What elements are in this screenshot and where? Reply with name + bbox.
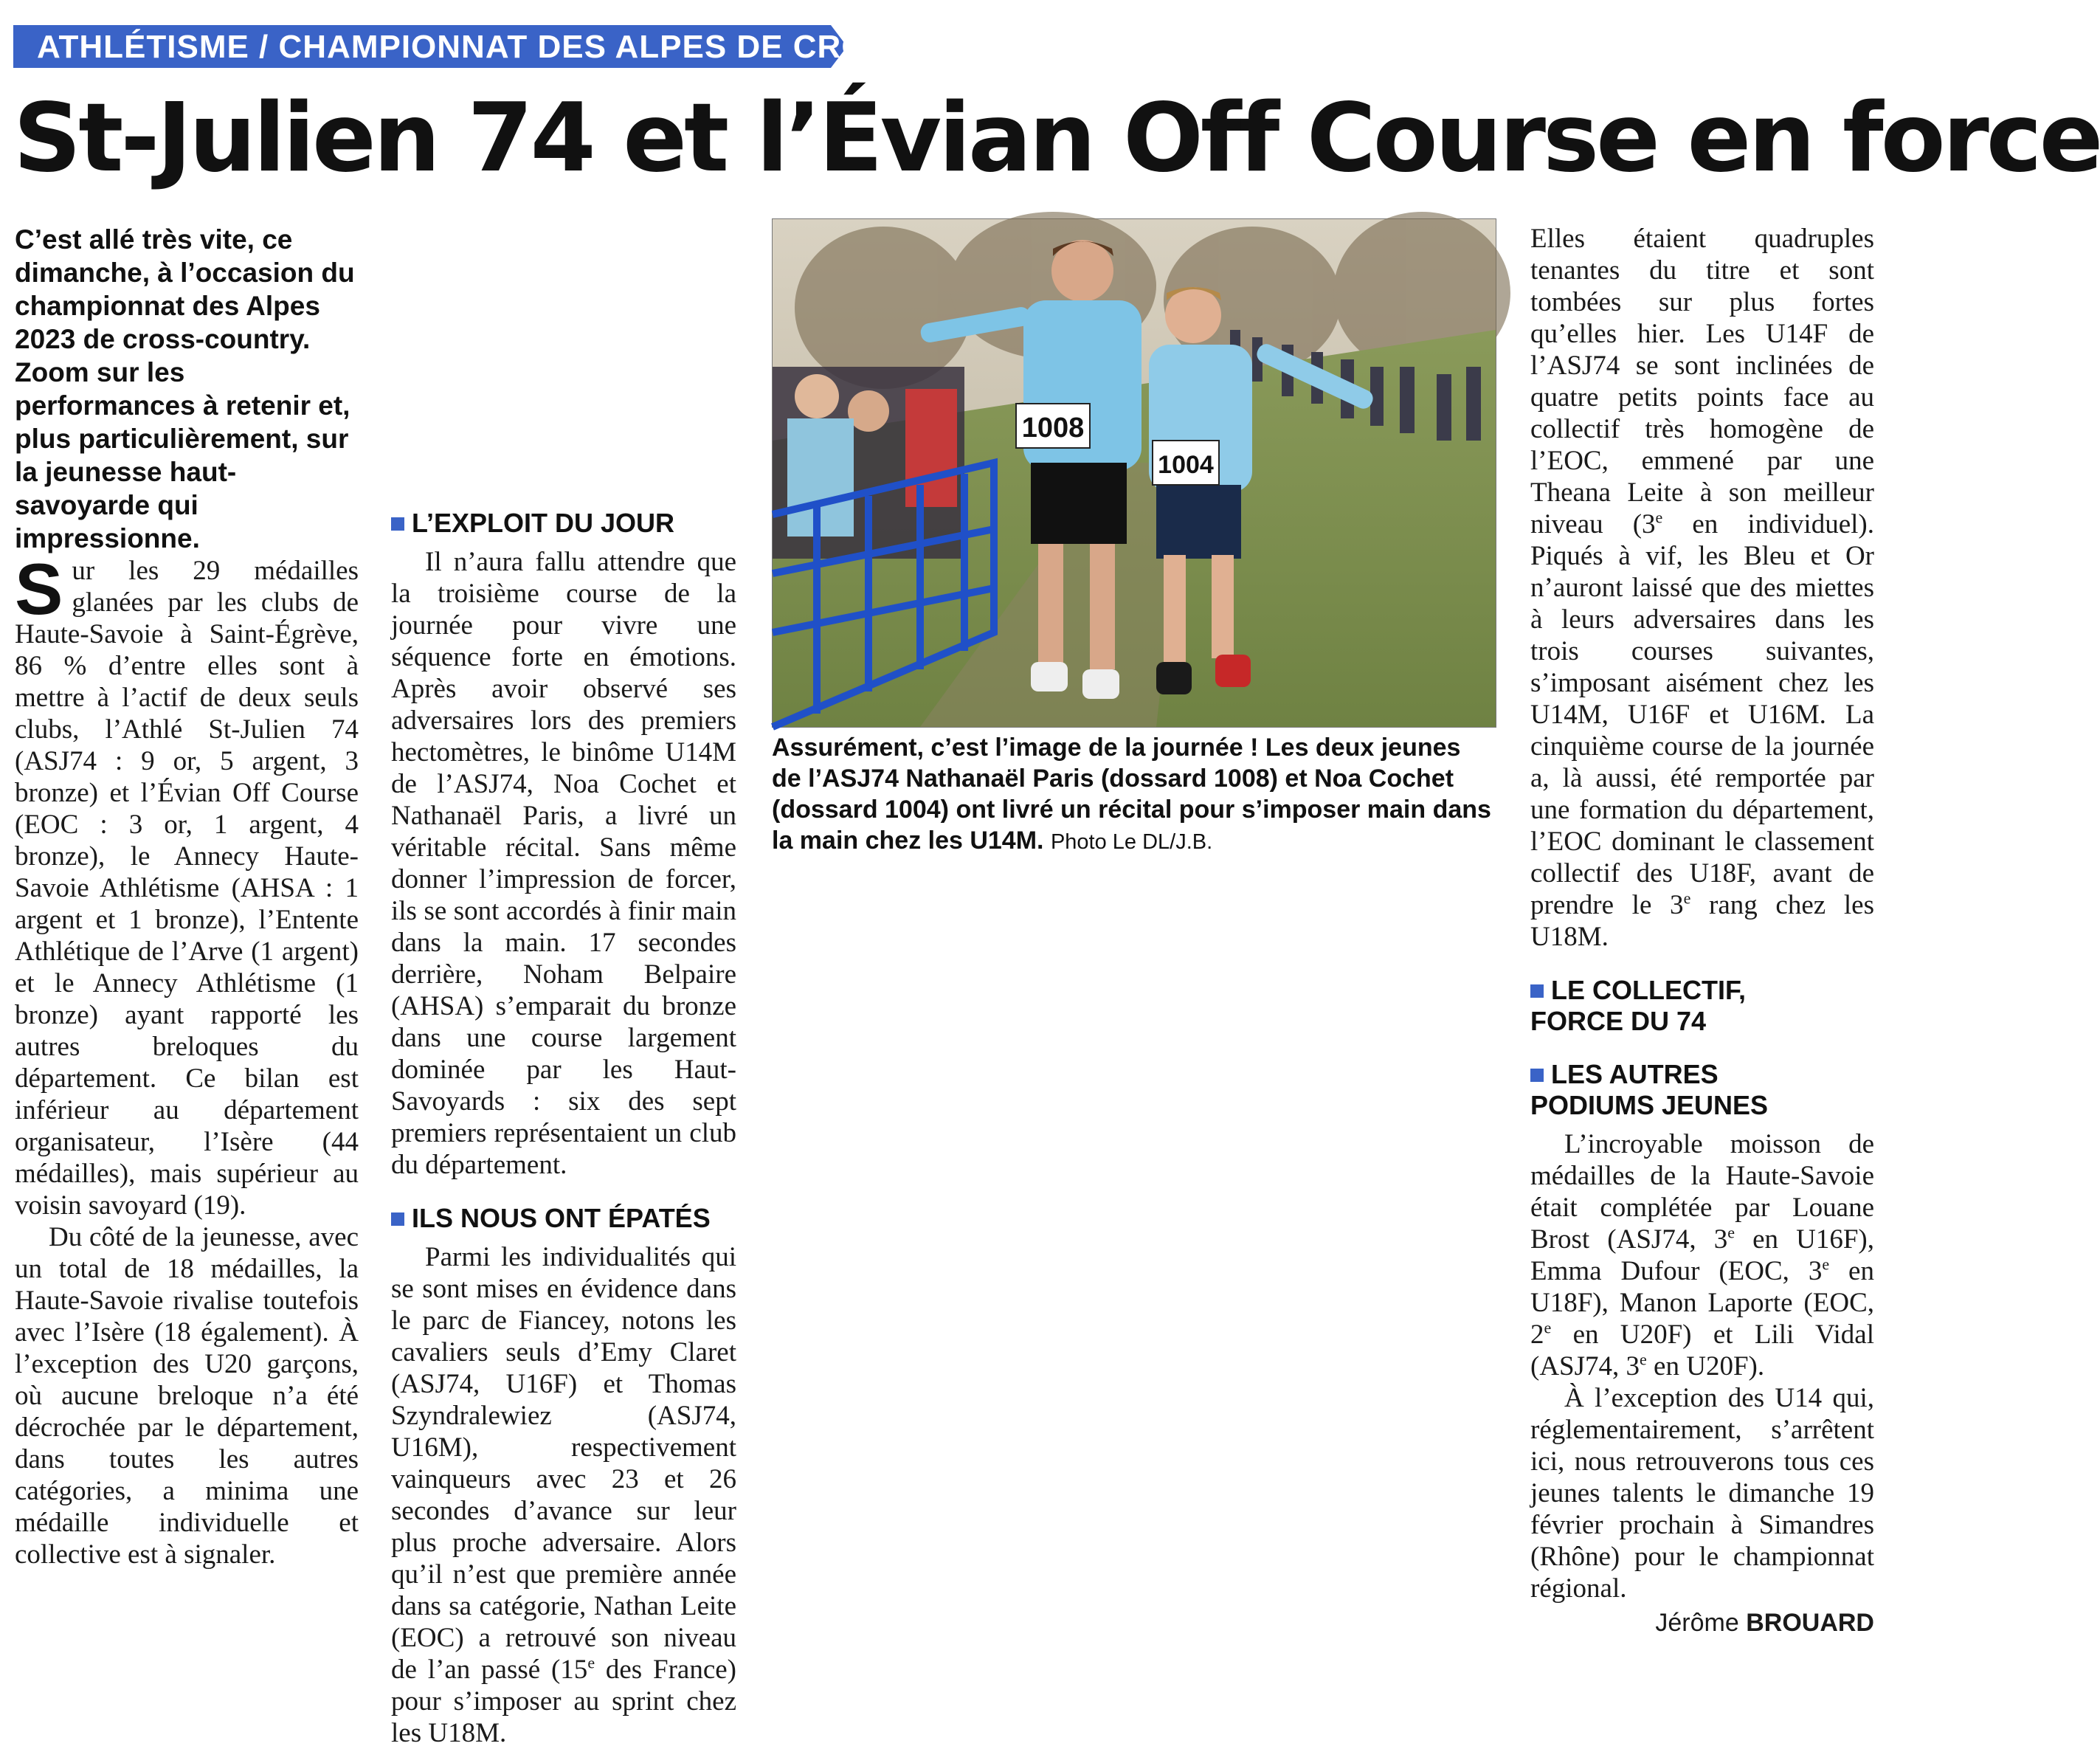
photo-caption xyxy=(772,732,1495,858)
subhead-collectif xyxy=(1530,975,1874,1037)
subhead-epates xyxy=(391,1203,736,1234)
chapo: C’est allé très vite, ce dimanche, à l’occasion du championnat des Alpes 2023 de cross-country. Zoom sur les performances à retenir et, plus particulièrement, sur la jeunesse haut-savoyarde qui impressionne. xyxy=(15,224,355,553)
subhead-podiums-line2: PODIUMS JEUNES xyxy=(1530,1090,1769,1120)
p6-e: en U20F). xyxy=(1646,1351,1765,1381)
subhead-collectif-line1: LE COLLECTIF, xyxy=(1551,975,1746,1005)
subhead-podiums-line1: LES AUTRES xyxy=(1551,1059,1719,1089)
paragraph-1 xyxy=(15,548,359,1221)
p6-s2: e xyxy=(1822,1255,1830,1274)
square-bullet-icon xyxy=(1530,984,1544,998)
p5-sup2: e xyxy=(1683,889,1691,908)
subhead-epates-text: ILS NOUS ONT ÉPATÉS xyxy=(412,1203,711,1233)
paragraph-3: Il n’aura fallu attendre que la troisième course de la journée pour vivre une séquence forte en émotions. Après avoir observé ses adversaires lors des premiers hectomètres, le binôme U14M de l’ASJ74, Noa Cochet et Nathanaël Paris, a livré un véritable récital. Sans même donner l’impression de forcer, ils se sont accordés à finir main dans la main. 17 secondes derrière, Noham Belpaire (AHSA) s’emparait du bronze dans une course largement dominée par les Haut-Savoyards : six des sept premiers représentaient un club du département. xyxy=(391,547,736,1180)
p5-b: en individuel). Piqués à vif, les Bleu et Or n’auront laissé que des miettes à leurs adversaires dans les trois courses suivantes, s’imposant aisément chez les U14M, U16F et U16M. La cinquième course de la journée a, là aussi, été remportée par une formation du département, l’EOC dominant le classement collectif des U18F, avant de prendre le 3 xyxy=(1530,509,1874,920)
p4-a: Parmi les individualités qui se sont mises en évidence dans le parc de Fiancey, notons les cavaliers seuls d’Emy Claret (ASJ74, U16F) et Thomas Szyndralewiez (ASJ74, U16M), respectivement vainqueurs avec 23 et 26 secondes d’avance sur leur plus proche adversaire. Alors qu’il n’est que première année dans sa catégorie, Nathan Leite (EOC) a retrouvé son niveau de l’an passé (15 xyxy=(391,1242,736,1685)
author-signature xyxy=(1530,1607,1874,1639)
section-kicker xyxy=(13,25,913,68)
p6-d: en U20F) et Lili Vidal (ASJ74, 3 xyxy=(1530,1319,1874,1381)
square-bullet-icon xyxy=(391,517,404,531)
p6-s3: e xyxy=(1544,1318,1552,1337)
bib-right: 1004 xyxy=(1158,451,1214,479)
p6-c: en U18F), Manon Laporte (EOC, 2 xyxy=(1530,1256,1874,1350)
caption-text: Assurément, c’est l’image de la journée ! Les deux jeunes de l’ASJ74 Nathanaël Paris (dossard 1008) et Noa Cochet (dossard 1004) ont livré un récital pour s’imposer main dans la main chez les U14M. xyxy=(772,734,1491,855)
p5-a: Elles étaient quadruples tenantes du titre et sont tombées sur plus fortes qu’elles hier. Les U14F de l’ASJ74 se sont inclinées de quatre petits points face au collectif très homogène de l’EOC, emmené par une Theana Leite à son meilleur niveau (3 xyxy=(1530,224,1874,539)
square-bullet-icon xyxy=(1530,1069,1544,1082)
p5-c: rang chez les U18M. xyxy=(1530,890,1874,952)
square-bullet-icon xyxy=(391,1212,404,1226)
p6-b: en U16F), Emma Dufour (EOC, 3 xyxy=(1530,1224,1875,1286)
p6-s1: e xyxy=(1727,1223,1735,1242)
author-last: BROUARD xyxy=(1746,1609,1874,1637)
subhead-exploit xyxy=(391,508,736,539)
drop-cap: S xyxy=(15,548,63,629)
photo-runners xyxy=(773,219,1496,727)
photo-credit: Photo Le DL/J.B. xyxy=(1050,830,1213,854)
paragraph-4 xyxy=(391,1241,736,1749)
paragraph-6 xyxy=(1530,1128,1874,1382)
p5-sup: e xyxy=(1655,508,1663,527)
paragraph-2: Du côté de la jeunesse, avec un total de 18 médailles, la Haute-Savoie rivalise toutefois avec l’Isère (18 également). À l’exception des U20 garçons, où aucune breloque n’a été décrochée par le département, dans toutes les autres catégories, a minima une médaille individuelle et collective est à signaler. xyxy=(15,1222,359,1570)
headline: St-Julien 74 et l’Évian Off Course en force xyxy=(13,83,2100,193)
subhead-podiums xyxy=(1530,1059,1874,1121)
subhead-collectif-line2: FORCE DU 74 xyxy=(1530,1006,1707,1036)
article-photo xyxy=(772,218,1496,728)
column-5 xyxy=(1530,223,1874,1639)
bib-left: 1008 xyxy=(1021,413,1085,444)
author-first: Jérôme xyxy=(1655,1609,1739,1637)
subhead-exploit-text: L’EXPLOIT DU JOUR xyxy=(412,508,675,538)
paragraph-7: À l’exception des U14 qui, réglementairement, s’arrêtent ici, nous retrouverons tous ces jeunes talents le dimanche 19 février prochain à Simandres (Rhône) pour le championnat régional. xyxy=(1530,1383,1874,1604)
column-1 xyxy=(15,223,359,1570)
p6-a: L’incroyable moisson de médailles de la Haute-Savoie était complétée par Louane Brost (ASJ74, 3 xyxy=(1530,1129,1874,1255)
p6-s4: e xyxy=(1640,1350,1647,1369)
paragraph-1-text: ur les 29 médailles glanées par les clubs de Haute-Savoie à Saint-Égrève, 86 % d’entre elles sont à mettre à l’actif de deux seuls clubs, l’Athlé St-Julien 74 (ASJ74 : 9 or, 5 argent, 3 bronze) et l’Évian Off Course (EOC : 3 or, 1 argent, 4 bronze), le Annecy Haute-Savoie Athlétisme (AHSA : 1 argent et 1 bronze), l’Entente Athlétique de l’Arve (1 argent) et le Annecy Athlétisme (1 bronze) ayant rapporté les autres breloques du département. Ce bilan est inférieur au département organisateur, l’Isère (44 médailles), mais supérieur au voisin savoyard (19). xyxy=(15,556,359,1221)
column-2-body xyxy=(391,223,736,1749)
kicker-text: ATHLÉTISME / CHAMPIONNAT DES ALPES DE CROSS xyxy=(37,29,913,65)
p4-sup: e xyxy=(587,1653,595,1672)
paragraph-5 xyxy=(1530,223,1874,953)
p4-b: des France) pour s’imposer au sprint chez les U18M. xyxy=(391,1655,736,1748)
